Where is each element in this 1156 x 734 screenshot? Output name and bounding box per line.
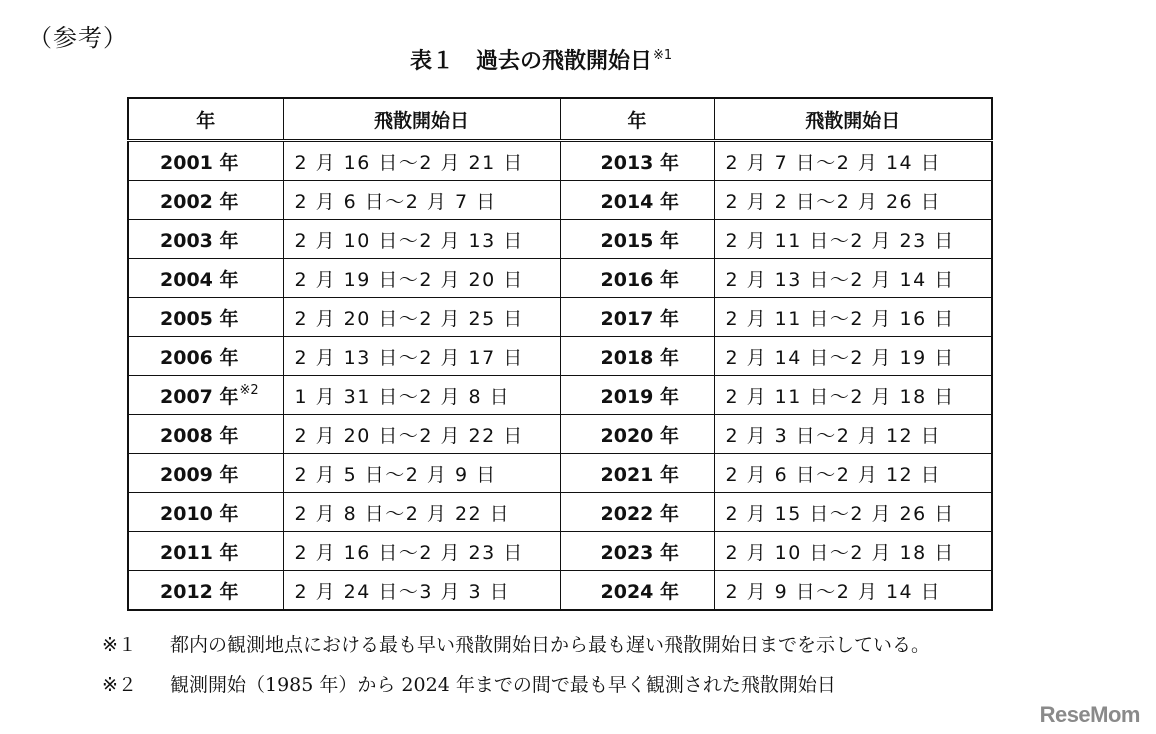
year-text: 2009 年 xyxy=(160,463,239,486)
year-cell xyxy=(128,571,283,611)
header-range-left: 飛散開始日 xyxy=(283,98,560,141)
footnote-1 xyxy=(102,630,930,657)
title-footnote-mark: ※1 xyxy=(653,48,673,63)
year-text: 2007 年 xyxy=(160,385,239,408)
date-range-cell: 2 月 10 日～2 月 13 日 xyxy=(283,220,560,259)
date-range-cell: 2 月 15 日～2 月 26 日 xyxy=(714,493,992,532)
footnote-2-text: 観測開始（1985 年）から 2024 年までの間で最も早く観測された飛散開始日 xyxy=(170,674,836,696)
date-range-cell: 2 月 6 日～2 月 12 日 xyxy=(714,454,992,493)
year-cell xyxy=(128,454,283,493)
date-range-cell: 2 月 24 日～3 月 3 日 xyxy=(283,571,560,611)
table-row xyxy=(128,141,992,181)
table-body xyxy=(128,141,992,611)
resemom-watermark: ReseMom xyxy=(1039,702,1140,727)
table-row xyxy=(128,181,992,220)
table-row xyxy=(128,571,992,611)
year-text: 2003 年 xyxy=(160,229,239,252)
table-row xyxy=(128,298,992,337)
year-cell xyxy=(128,259,283,298)
year-cell xyxy=(128,181,283,220)
year-cell: 2019 年 xyxy=(560,376,714,415)
table-row xyxy=(128,259,992,298)
header-range-right: 飛散開始日 xyxy=(714,98,992,141)
year-cell: 2022 年 xyxy=(560,493,714,532)
year-cell: 2023 年 xyxy=(560,532,714,571)
year-text: 2002 年 xyxy=(160,190,239,213)
date-range-cell: 2 月 9 日～2 月 14 日 xyxy=(714,571,992,611)
year-text: 2012 年 xyxy=(160,580,239,603)
year-cell: 2016 年 xyxy=(560,259,714,298)
date-range-cell: 2 月 14 日～2 月 19 日 xyxy=(714,337,992,376)
year-cell xyxy=(128,298,283,337)
year-cell xyxy=(128,532,283,571)
date-range-cell: 2 月 13 日～2 月 17 日 xyxy=(283,337,560,376)
year-cell xyxy=(128,376,283,415)
date-range-cell: 2 月 6 日～2 月 7 日 xyxy=(283,181,560,220)
footnote-mark: ※2 xyxy=(239,382,259,398)
year-cell xyxy=(128,337,283,376)
year-cell: 2021 年 xyxy=(560,454,714,493)
date-range-cell: 2 月 10 日～2 月 18 日 xyxy=(714,532,992,571)
date-range-cell: 2 月 8 日～2 月 22 日 xyxy=(283,493,560,532)
table-header-row xyxy=(128,98,992,141)
date-range-cell: 2 月 16 日～2 月 23 日 xyxy=(283,532,560,571)
date-range-cell: 2 月 19 日～2 月 20 日 xyxy=(283,259,560,298)
pollen-dates-table xyxy=(127,97,993,611)
year-cell: 2015 年 xyxy=(560,220,714,259)
date-range-cell: 2 月 20 日～2 月 22 日 xyxy=(283,415,560,454)
header-year-left: 年 xyxy=(128,98,283,141)
footnote-2 xyxy=(102,670,836,697)
date-range-cell: 2 月 11 日～2 月 23 日 xyxy=(714,220,992,259)
footnote-1-text: 都内の観測地点における最も早い飛散開始日から最も遅い飛散開始日までを示している。 xyxy=(170,634,931,656)
date-range-cell: 2 月 20 日～2 月 25 日 xyxy=(283,298,560,337)
table-row xyxy=(128,376,992,415)
year-cell: 2017 年 xyxy=(560,298,714,337)
year-cell: 2020 年 xyxy=(560,415,714,454)
year-cell xyxy=(128,493,283,532)
date-range-cell: 2 月 16 日～2 月 21 日 xyxy=(283,141,560,181)
table-row xyxy=(128,220,992,259)
reference-label: （参考） xyxy=(28,24,128,52)
header-year-right: 年 xyxy=(560,98,714,141)
year-cell xyxy=(128,141,283,181)
year-cell: 2013 年 xyxy=(560,141,714,181)
year-cell xyxy=(128,415,283,454)
year-text: 2006 年 xyxy=(160,346,239,369)
date-range-cell: 2 月 13 日～2 月 14 日 xyxy=(714,259,992,298)
year-text: 2008 年 xyxy=(160,424,239,447)
date-range-cell: 2 月 11 日～2 月 18 日 xyxy=(714,376,992,415)
year-text: 2010 年 xyxy=(160,502,239,525)
table-row xyxy=(128,415,992,454)
year-text: 2005 年 xyxy=(160,307,239,330)
year-cell: 2018 年 xyxy=(560,337,714,376)
year-text: 2004 年 xyxy=(160,268,239,291)
footnote-1-mark: ※１ xyxy=(102,634,137,656)
table-title-text: 表１ 過去の飛散開始日 xyxy=(410,49,653,74)
date-range-cell: 2 月 5 日～2 月 9 日 xyxy=(283,454,560,493)
footnote-2-mark: ※２ xyxy=(102,674,137,696)
date-range-cell: 2 月 7 日～2 月 14 日 xyxy=(714,141,992,181)
table-row xyxy=(128,493,992,532)
table-row xyxy=(128,532,992,571)
year-cell xyxy=(128,220,283,259)
date-range-cell: 2 月 2 日～2 月 26 日 xyxy=(714,181,992,220)
date-range-cell: 2 月 3 日～2 月 12 日 xyxy=(714,415,992,454)
year-cell: 2024 年 xyxy=(560,571,714,611)
year-text: 2011 年 xyxy=(160,541,239,564)
year-text: 2001 年 xyxy=(160,151,239,174)
table-title xyxy=(410,44,672,75)
date-range-cell: 2 月 11 日～2 月 16 日 xyxy=(714,298,992,337)
table-row xyxy=(128,454,992,493)
year-cell: 2014 年 xyxy=(560,181,714,220)
table-row xyxy=(128,337,992,376)
date-range-cell: 1 月 31 日～2 月 8 日 xyxy=(283,376,560,415)
